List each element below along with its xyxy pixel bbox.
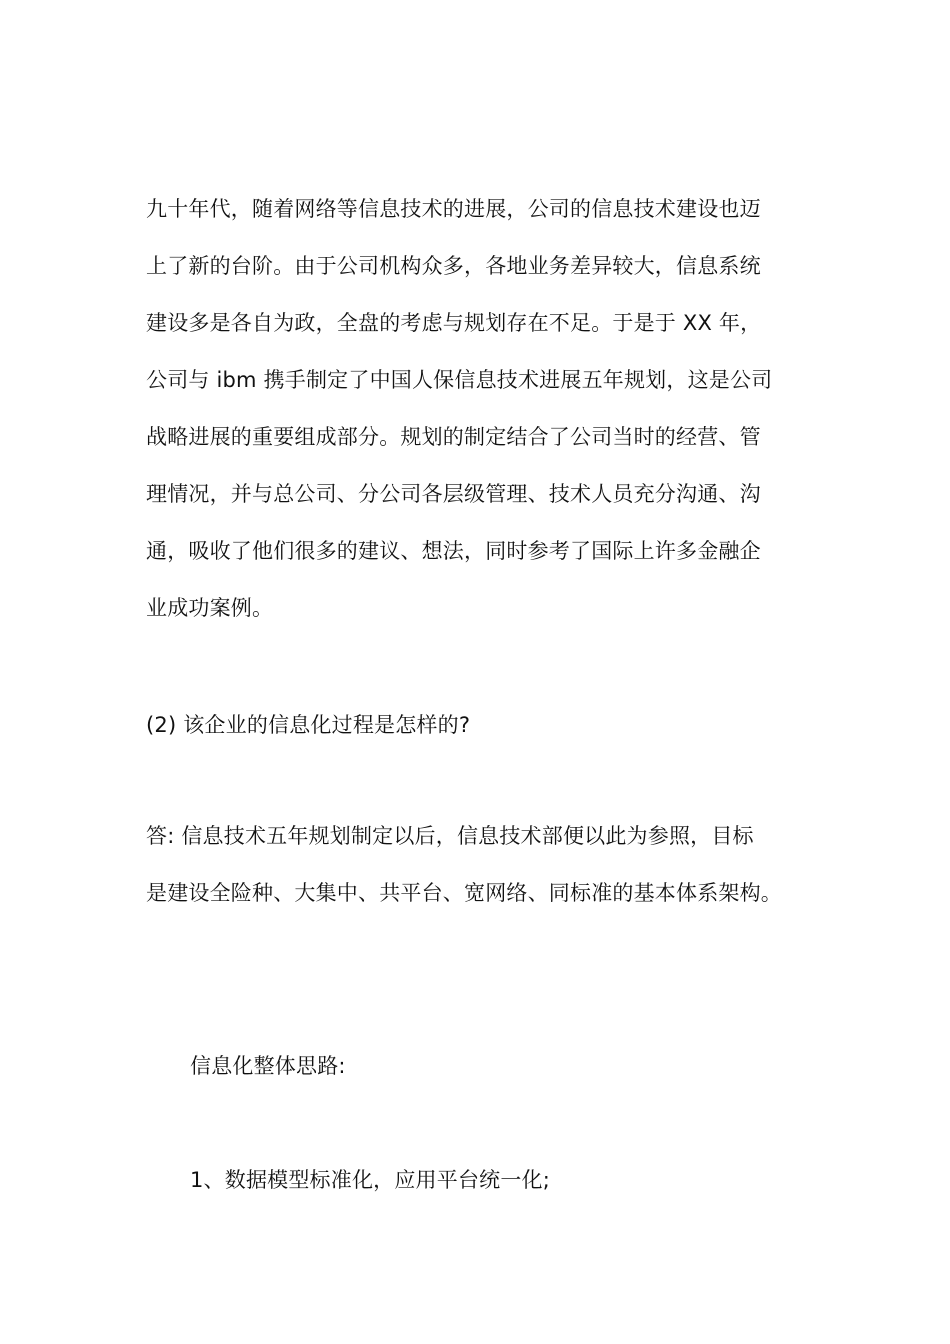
paragraph-line: 上了新的台阶。由于公司机构众多，各地业务差异较大，信息系统 — [146, 254, 761, 278]
question-text — [146, 697, 826, 754]
heading-line: 信息化整体思路: — [190, 1054, 346, 1078]
answer-line: 答: 信息技术五年规划制定以后，信息技术部便以此为参照，目标 — [146, 824, 754, 848]
list-item — [190, 1152, 870, 1209]
paragraph-line: 理情况，并与总公司、分公司各层级管理、技术人员充分沟通、沟 — [146, 482, 761, 506]
paragraph-line: 通，吸收了他们很多的建议、想法，同时参考了国际上许多金融企 — [146, 539, 761, 563]
section-heading — [190, 1038, 870, 1095]
paragraph-line: 公司与 ibm 携手制定了中国人保信息技术进展五年规划，这是公司 — [146, 368, 773, 392]
answer-line: 是建设全险种、大集中、共平台、宽网络、同标准的基本体系架构。 — [146, 881, 782, 905]
paragraph-line: 九十年代，随着网络等信息技术的进展，公司的信息技术建设也迈 — [146, 197, 761, 221]
paragraph-line: 建设多是各自为政，全盘的考虑与规划存在不足。于是于 XX 年， — [146, 311, 762, 335]
paragraph-line: 业成功案例。 — [146, 596, 274, 620]
question-line: (2) 该企业的信息化过程是怎样的? — [146, 713, 471, 737]
paragraph-history — [146, 181, 826, 637]
paragraph-line: 战略进展的重要组成部分。规划的制定结合了公司当时的经营、管 — [146, 425, 761, 449]
answer-paragraph — [146, 808, 826, 922]
list-item-line: 1、数据模型标准化，应用平台统一化; — [190, 1168, 551, 1192]
